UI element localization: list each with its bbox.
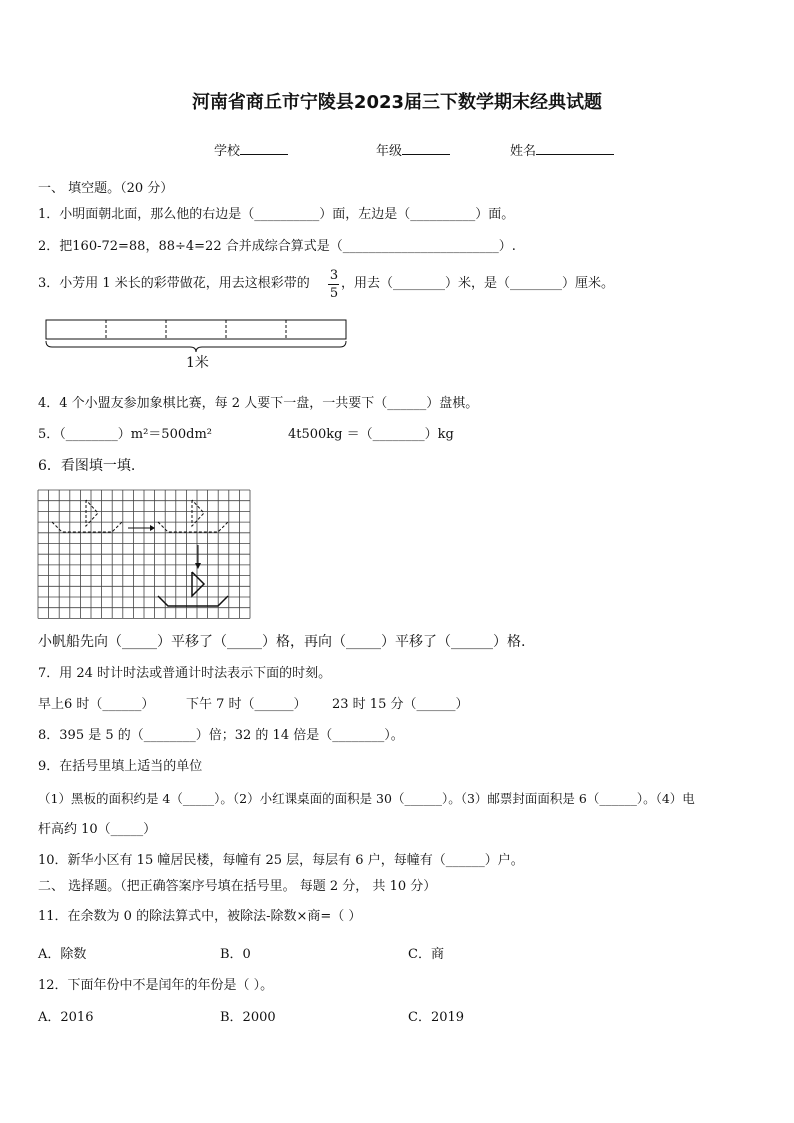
arrow-down-icon [195,563,201,569]
question-11: 11．在余数为 0 的除法算式中，被除法-除数×商=（ ） [38,909,362,924]
question-7-item-1: 早上6 时（______） [38,697,155,712]
question-8: 8．395 是 5 的（________）倍；32 的 14 倍是（________）。 [38,728,404,743]
hull-top-dashed [158,522,228,532]
question-2: 2．把160-72=88，88÷4=22 合并成综合算式是（________________________）. [38,239,516,254]
page-title: 河南省商丘市宁陵县2023届三下数学期末经典试题 [191,92,603,113]
ribbon-brace [46,341,346,352]
question-4: 4．4 个小盟友参加象棋比赛，每 2 人要下一盘，一共要下（______）盘棋。 [38,396,479,411]
section-1-heading: 一、 填空题。（20 分） [38,181,174,196]
question-6-blank-line: 小帆船先向（_____）平移了（_____）格，再向（_____）平移了（______）格. [38,634,526,650]
ribbon-label: 1米 [186,355,209,371]
question-9-line-1: （1）黑板的面积约是 4（_____）。（2）小红课桌面的面积是 30（______）。（3）邮票封面面积是 6（______）。（4）电 [38,791,695,806]
question-6: 6．看图填一填. [38,458,136,474]
question-1: 1．小明面朝北面，那么他的右边是（__________）面，左边是（__________）面。 [38,207,515,222]
question-12: 12．下面年份中不是闰年的年份是（ ）。 [38,978,274,993]
ribbon-bar [46,320,346,339]
section-2-heading: 二、 选择题。（把正确答案序号填在括号里。 每题 2 分， 共 10 分） [38,879,437,894]
question-7: 7．用 24 时计时法或普通计时法表示下面的时刻。 [38,666,332,681]
question-7-item-3: 23 时 15 分（______） [332,697,469,712]
grade-text: 年级 [376,144,403,159]
name-text: 姓名 [510,144,537,159]
fraction-denominator: 5 [329,286,339,301]
question-3-part-b: ，用去（________）米，是（________）厘米。 [341,276,615,291]
question-5-part-a: 5．（________）m²＝500dm² [38,427,212,442]
hull-left-dashed [52,522,122,532]
hull-solid [158,596,228,606]
question-5-part-b: 4t500kg ＝（________）kg [288,427,454,442]
question-12-option-b[interactable]: B．2000 [220,1010,276,1025]
sailboat-shapes [52,500,228,606]
sailboat-grid [38,490,250,618]
question-3-part-a: 3．小芳用 1 米长的彩带做花，用去这根彩带的 [38,276,310,291]
question-10: 10．新华小区有 15 幢居民楼，每幢有 25 层，每层有 6 户，每幢有（______）户。 [38,853,524,868]
question-11-option-b[interactable]: B．0 [220,947,251,962]
ribbon-diagram [46,320,346,352]
school-text: 学校 [214,144,241,159]
question-9-line-2: 杆高约 10（_____） [38,822,157,837]
question-12-option-c[interactable]: C．2019 [408,1010,465,1025]
question-11-option-c[interactable]: C．商 [408,947,444,962]
fraction-numerator: 3 [329,268,339,283]
question-11-option-a[interactable]: A．除数 [38,947,87,962]
question-7-item-2: 下午 7 时（______） [186,697,307,712]
question-9: 9．在括号里填上适当的单位 [38,759,203,774]
question-12-option-a[interactable]: A．2016 [38,1010,94,1025]
